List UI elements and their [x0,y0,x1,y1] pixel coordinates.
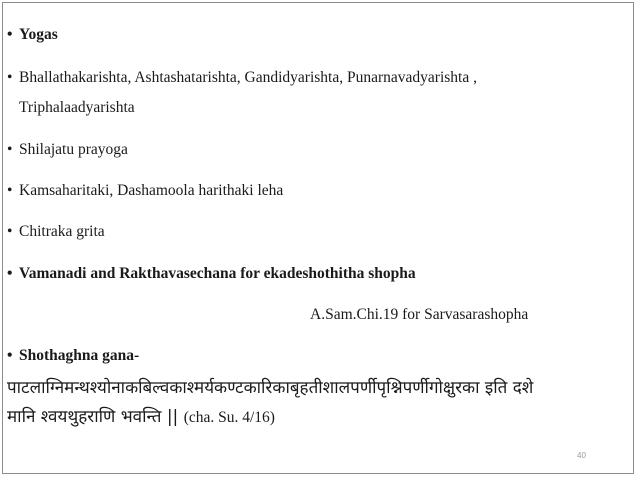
bullet-text: Vamanadi and Rakthavasechana for ekadeshothitha shopha [19,265,416,282]
bullet-text: Chitraka grita [19,223,105,240]
reference-text: A.Sam.Chi.19 for Sarvasarashopha [310,306,529,323]
bullet-text: Shothaghna gana- [19,347,140,364]
bullet-text: Bhallathakarishta, Ashtashatarishta, Gandidyarishta, Punarnavadyarishta , [19,69,477,86]
sanskrit-verse-line-1: पाटलाग्निमन्थश्योनाकबिल्वकाश्मर्यकण्टकारिकाबृहतीशालपर्णीपृश्निपर्णीगोक्षुरका इति दशे [7,378,534,398]
bullet-item-vamanadi [7,264,416,284]
bullet-text: Shilajatu prayoga [19,141,128,158]
bullet-item-arishtas-continued [7,98,135,118]
verse-citation: (cha. Su. 4/16) [183,409,275,426]
bullet-marker: • [7,347,13,364]
bullet-marker: • [7,182,13,199]
bullet-item-shothaghna [7,346,139,366]
bullet-item-shilajatu [7,140,128,160]
bullet-marker: • [7,26,13,43]
bullet-text: Triphalaadyarishta [19,99,135,116]
bullet-item-kamsaharitaki [7,181,283,201]
bullet-marker: • [7,265,13,282]
bullet-item-yogas [7,25,58,45]
bullet-marker: • [7,223,13,240]
bullet-marker: • [7,69,13,86]
bullet-text: Yogas [19,26,58,43]
sanskrit-verse-text: मानि श्वयथुहराणि भवन्ति || [7,407,179,427]
bullet-marker: • [7,141,13,158]
bullet-item-chitraka [7,222,105,242]
bullet-item-arishtas [7,68,477,88]
page-number: 40 [577,451,586,460]
bullet-text: Kamsaharitaki, Dashamoola harithaki leha [19,182,284,199]
sanskrit-verse-line-2 [7,405,275,430]
